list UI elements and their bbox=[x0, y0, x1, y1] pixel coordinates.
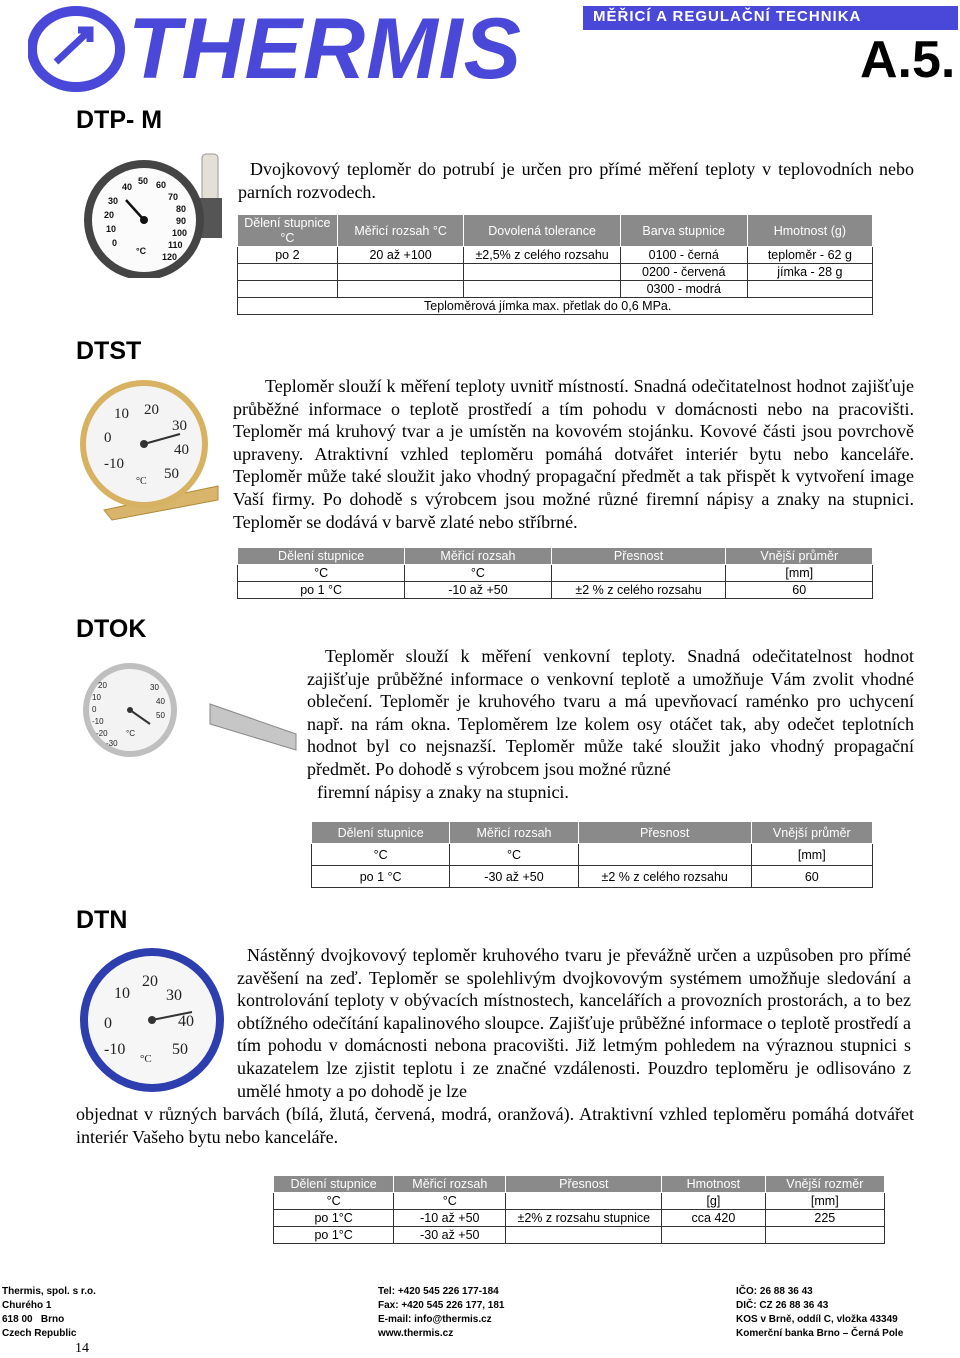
dtpm-dial-label: 120 bbox=[162, 252, 178, 262]
table-cell bbox=[238, 264, 338, 281]
table-row bbox=[238, 264, 873, 281]
table-cell: °C bbox=[394, 1193, 506, 1210]
table-header: Vnější průměr bbox=[726, 548, 873, 565]
dtpm-dial-label: 0 bbox=[112, 238, 118, 248]
footer-line[interactable]: www.thermis.cz bbox=[378, 1328, 454, 1339]
dtpm-dial-label: 50 bbox=[138, 176, 149, 186]
page-header bbox=[18, 0, 960, 96]
table-row bbox=[312, 844, 873, 866]
dtok-dial-label: -20 bbox=[96, 729, 108, 738]
table-cell: -10 až +50 bbox=[394, 1210, 506, 1227]
table-header: Dělení stupnice bbox=[312, 822, 450, 844]
table-row bbox=[312, 866, 873, 888]
table-cell: ±2 % z celého rozsahu bbox=[551, 582, 726, 599]
dtn-dial-label: 20 bbox=[142, 973, 158, 990]
product-title-dtn: DTN bbox=[76, 906, 128, 934]
dtst-spec-table bbox=[237, 547, 873, 599]
table-note: Teploměrová jímka max. přetlak do 0,6 MPa. bbox=[238, 298, 873, 315]
table-header: Dělení stupnice bbox=[238, 548, 405, 565]
dtpm-dial-label: 30 bbox=[108, 196, 119, 206]
dtok-dial-label: 30 bbox=[150, 683, 159, 692]
table-cell: 20 až +100 bbox=[337, 247, 464, 264]
product-title-dtok: DTOK bbox=[76, 615, 147, 643]
table-cell: °C bbox=[450, 844, 578, 866]
table-header: Měřicí rozsah bbox=[405, 548, 551, 565]
table-row bbox=[238, 281, 873, 298]
table-cell bbox=[765, 1227, 884, 1244]
table-header: Přesnost bbox=[506, 1176, 662, 1193]
dtpm-dial-label: 80 bbox=[176, 204, 187, 214]
table-header: Dovolená tolerance bbox=[464, 215, 620, 247]
table-header: Dělení stupnice bbox=[274, 1176, 394, 1193]
table-cell bbox=[464, 281, 620, 298]
dtst-dial-label: 0 bbox=[104, 430, 112, 446]
footer-company bbox=[2, 1285, 96, 1341]
footer-line: Thermis, spol. s r.o. bbox=[2, 1286, 96, 1297]
footer-contact bbox=[378, 1285, 505, 1341]
dtok-description: Teploměr slouží k měření venkovní teploty. Snadná odečitatelnost hodnot zajišťuje průběžné informace o venkovní teplotě a umožňuje Vám zvolit vhodné oblečení. Teploměr je kruhového tvaru a má upevňovací raménko pro uchycení např. na rám okna. Teploměrem lze kolem osy otáčet tak, aby odečet teplotních hodnot byl co nejsnazší. Teploměr může také sloužit jako vhodný propagační předmět. Po dohodě s výrobcem jsou možné různé bbox=[307, 646, 914, 779]
footer-line: Komerční banka Brno – Černá Pole bbox=[736, 1328, 904, 1339]
table-cell bbox=[506, 1193, 662, 1210]
table-cell: ±2% z rozsahu stupnice bbox=[506, 1210, 662, 1227]
table-cell: 0300 - modrá bbox=[620, 281, 747, 298]
dtpm-dial-label: 110 bbox=[168, 240, 183, 250]
table-cell bbox=[506, 1227, 662, 1244]
table-row bbox=[238, 582, 873, 599]
footer-line: KOS v Brně, oddíl C, vložka 43349 bbox=[736, 1314, 898, 1325]
dtst-description: Teploměr slouží k měření teploty uvnitř místností. Snadná odečitatelnost hodnot zajišťuje průběžné informace o teplotě prostředí a tím pohodu v domácnosti nebo na pracovišti. Teploměr má kruhový tvar a je umístěn na kovovém stojánku. Kovové části jsou povrchově upraveny. Atraktivní vzhled teploměru pomáhá dotvářet interiér bytu nebo kanceláře. Teploměr může také sloužit jako vhodný propagační předmět a tak přispět k vytvoření image Vaší firmy. Po dohodě s výrobcem jsou možné různé firemní nápisy a znaky na stupnici. Teploměr se dodává v barvě zlaté nebo stříbrné. bbox=[233, 376, 914, 532]
dtn-description: Nástěnný dvojkovový teploměr kruhového tvaru je převážně určen a uzpůsoben pro přímé zavěšení na zeď. Teploměr se spolehlivým dvojkovovým systémem umožňuje sledování a kontrolování teploty v obývacích místnostech, kancelářích a provozních prostorách, a to bez obtížného odečítání kapalinového sloupce. Zajišťuje průběžné informace o teplotě prostředí a tím pohodu v domácnosti nebona pracovišti. Již letmým pohledem na výraznou stupnici s ukazatelem lze zjistit teplotu i ze značné vzdálenosti. Pouzdro teploměru je odlisováno z umělé hmoty a po dohodě je lze bbox=[237, 945, 911, 1101]
dtst-dial-label: 40 bbox=[174, 442, 189, 458]
table-cell: teploměr - 62 g bbox=[747, 247, 872, 264]
footer-line: Fax: +420 545 226 177, 181 bbox=[378, 1300, 505, 1311]
dtpm-dial-label: 40 bbox=[122, 182, 133, 192]
table-header: Vnější průměr bbox=[751, 822, 872, 844]
dtpm-dial-label: 70 bbox=[168, 192, 179, 202]
dtst-dial-label: 20 bbox=[144, 402, 159, 418]
table-header: Vnější rozměr bbox=[765, 1176, 884, 1193]
dtpm-dial-label: 60 bbox=[156, 180, 167, 190]
table-header: Hmotnost (g) bbox=[747, 215, 872, 247]
dtn-dial-label: -10 bbox=[104, 1041, 126, 1058]
dtpm-description: Dvojkovový teploměr do potrubí je určen pro přímé měření teploty v teplovodních nebo parních rozvodech. bbox=[238, 159, 914, 202]
product-title-dtst: DTST bbox=[76, 337, 142, 365]
dtst-thermometer-image bbox=[76, 374, 226, 524]
table-header: Přesnost bbox=[578, 822, 751, 844]
footer-line: Churého 1 bbox=[2, 1300, 52, 1311]
dtpm-spec-table bbox=[237, 214, 873, 315]
section-code: A.5. bbox=[860, 31, 956, 89]
footer-line: DIČ: CZ 26 88 36 43 bbox=[736, 1300, 829, 1311]
table-cell: °C bbox=[405, 565, 551, 582]
tagline: MĚŘICÍ A REGULAČNÍ TECHNIKA bbox=[593, 8, 862, 25]
table-row bbox=[274, 1193, 885, 1210]
table-cell bbox=[578, 844, 751, 866]
table-cell: po 1°C bbox=[274, 1210, 394, 1227]
table-cell: 0200 - červená bbox=[620, 264, 747, 281]
dtn-thermometer-image bbox=[74, 946, 234, 1096]
table-header: Měřicí rozsah bbox=[450, 822, 578, 844]
table-row bbox=[274, 1227, 885, 1244]
table-row bbox=[274, 1210, 885, 1227]
table-cell: [mm] bbox=[726, 565, 873, 582]
dtok-dial-label: °C bbox=[126, 729, 135, 738]
dtok-dial-label: 0 bbox=[92, 705, 97, 714]
table-cell: 60 bbox=[726, 582, 873, 599]
dtn-dial-label: 10 bbox=[114, 985, 130, 1002]
dtpm-dial-label: 90 bbox=[176, 216, 187, 226]
dtok-thermometer-image bbox=[70, 660, 300, 780]
table-row bbox=[238, 247, 873, 264]
table-cell: po 2 bbox=[238, 247, 338, 264]
dtpm-dial-label: 100 bbox=[172, 228, 188, 238]
table-cell bbox=[337, 281, 464, 298]
table-cell bbox=[238, 281, 338, 298]
dtst-dial-label: -10 bbox=[104, 456, 124, 472]
table-cell: -30 až +50 bbox=[394, 1227, 506, 1244]
dtn-spec-table bbox=[273, 1175, 885, 1244]
dtok-dial-label: 20 bbox=[98, 681, 107, 690]
dtn-dial-label: 0 bbox=[104, 1015, 112, 1032]
table-cell: [g] bbox=[662, 1193, 765, 1210]
dtn-description-end: objednat v různých barvách (bílá, žlutá, červená, modrá, oranžová). Atraktivní vzhled teploměru pomáhá dotvářet interiér Vašeho bytu nebo kanceláře. bbox=[76, 1104, 914, 1147]
logo-swoosh-icon bbox=[28, 4, 128, 94]
dtok-dial-label: 40 bbox=[156, 697, 165, 706]
dtpm-dial-label: °C bbox=[136, 246, 147, 256]
dtpm-thermometer-image bbox=[76, 148, 236, 278]
table-cell: po 1 °C bbox=[312, 866, 450, 888]
table-header: Měřicí rozsah bbox=[394, 1176, 506, 1193]
dtn-dial-label: 30 bbox=[166, 987, 182, 1004]
dtok-dial-label: 50 bbox=[156, 711, 165, 720]
logo-text: THERMIS bbox=[128, 1, 522, 97]
dtst-dial-label: °C bbox=[136, 476, 147, 487]
table-cell: jímka - 28 g bbox=[747, 264, 872, 281]
dtn-dial-label: 50 bbox=[172, 1041, 188, 1058]
footer-line: 618 00 Brno bbox=[2, 1314, 65, 1325]
table-cell: 225 bbox=[765, 1210, 884, 1227]
table-cell: ±2,5% z celého rozsahu bbox=[464, 247, 620, 264]
table-header: Měřicí rozsah °C bbox=[337, 215, 464, 247]
table-cell: -10 až +50 bbox=[405, 582, 551, 599]
dtok-dial-label: -30 bbox=[106, 739, 118, 748]
dtok-description-end: firemní nápisy a znaky na stupnici. bbox=[317, 782, 569, 802]
table-cell bbox=[551, 565, 726, 582]
table-cell: cca 420 bbox=[662, 1210, 765, 1227]
dtst-dial-label: 10 bbox=[114, 406, 129, 422]
page-number: 14 bbox=[75, 1341, 89, 1356]
table-cell: [mm] bbox=[765, 1193, 884, 1210]
dtn-dial-label: 40 bbox=[178, 1013, 194, 1030]
footer-registration bbox=[736, 1285, 903, 1341]
table-cell: °C bbox=[274, 1193, 394, 1210]
dtok-spec-table bbox=[311, 821, 873, 888]
table-cell: ±2 % z celého rozsahu bbox=[578, 866, 751, 888]
table-header: Dělení stupnice °C bbox=[238, 215, 338, 247]
table-cell: po 1 °C bbox=[238, 582, 405, 599]
table-header: Hmotnost bbox=[662, 1176, 765, 1193]
table-cell: -30 až +50 bbox=[450, 866, 578, 888]
table-header: Barva stupnice bbox=[620, 215, 747, 247]
footer-line: Tel: +420 545 226 177-184 bbox=[378, 1286, 499, 1297]
product-title-dtpm: DTP- M bbox=[76, 106, 163, 134]
dtpm-dial-label: 10 bbox=[106, 224, 117, 234]
table-header: Přesnost bbox=[551, 548, 726, 565]
dtok-dial-label: 10 bbox=[92, 693, 101, 702]
footer-line[interactable]: E-mail: info@thermis.cz bbox=[378, 1314, 492, 1325]
dtok-dial-label: -10 bbox=[92, 717, 104, 726]
footer-line: Czech Republic bbox=[2, 1328, 77, 1339]
table-cell: °C bbox=[238, 565, 405, 582]
dtn-dial-label: °C bbox=[140, 1053, 152, 1065]
table-cell bbox=[337, 264, 464, 281]
table-row bbox=[238, 565, 873, 582]
footer-line: IČO: 26 88 36 43 bbox=[736, 1286, 813, 1297]
table-cell: °C bbox=[312, 844, 450, 866]
table-cell: [mm] bbox=[751, 844, 872, 866]
dtst-dial-label: 50 bbox=[164, 466, 179, 482]
table-cell bbox=[747, 281, 872, 298]
dtst-dial-label: 30 bbox=[172, 418, 187, 434]
table-cell: po 1°C bbox=[274, 1227, 394, 1244]
table-cell: 60 bbox=[751, 866, 872, 888]
table-cell bbox=[662, 1227, 765, 1244]
dtpm-dial-label: 20 bbox=[104, 210, 115, 220]
table-cell: 0100 - černá bbox=[620, 247, 747, 264]
table-cell bbox=[464, 264, 620, 281]
